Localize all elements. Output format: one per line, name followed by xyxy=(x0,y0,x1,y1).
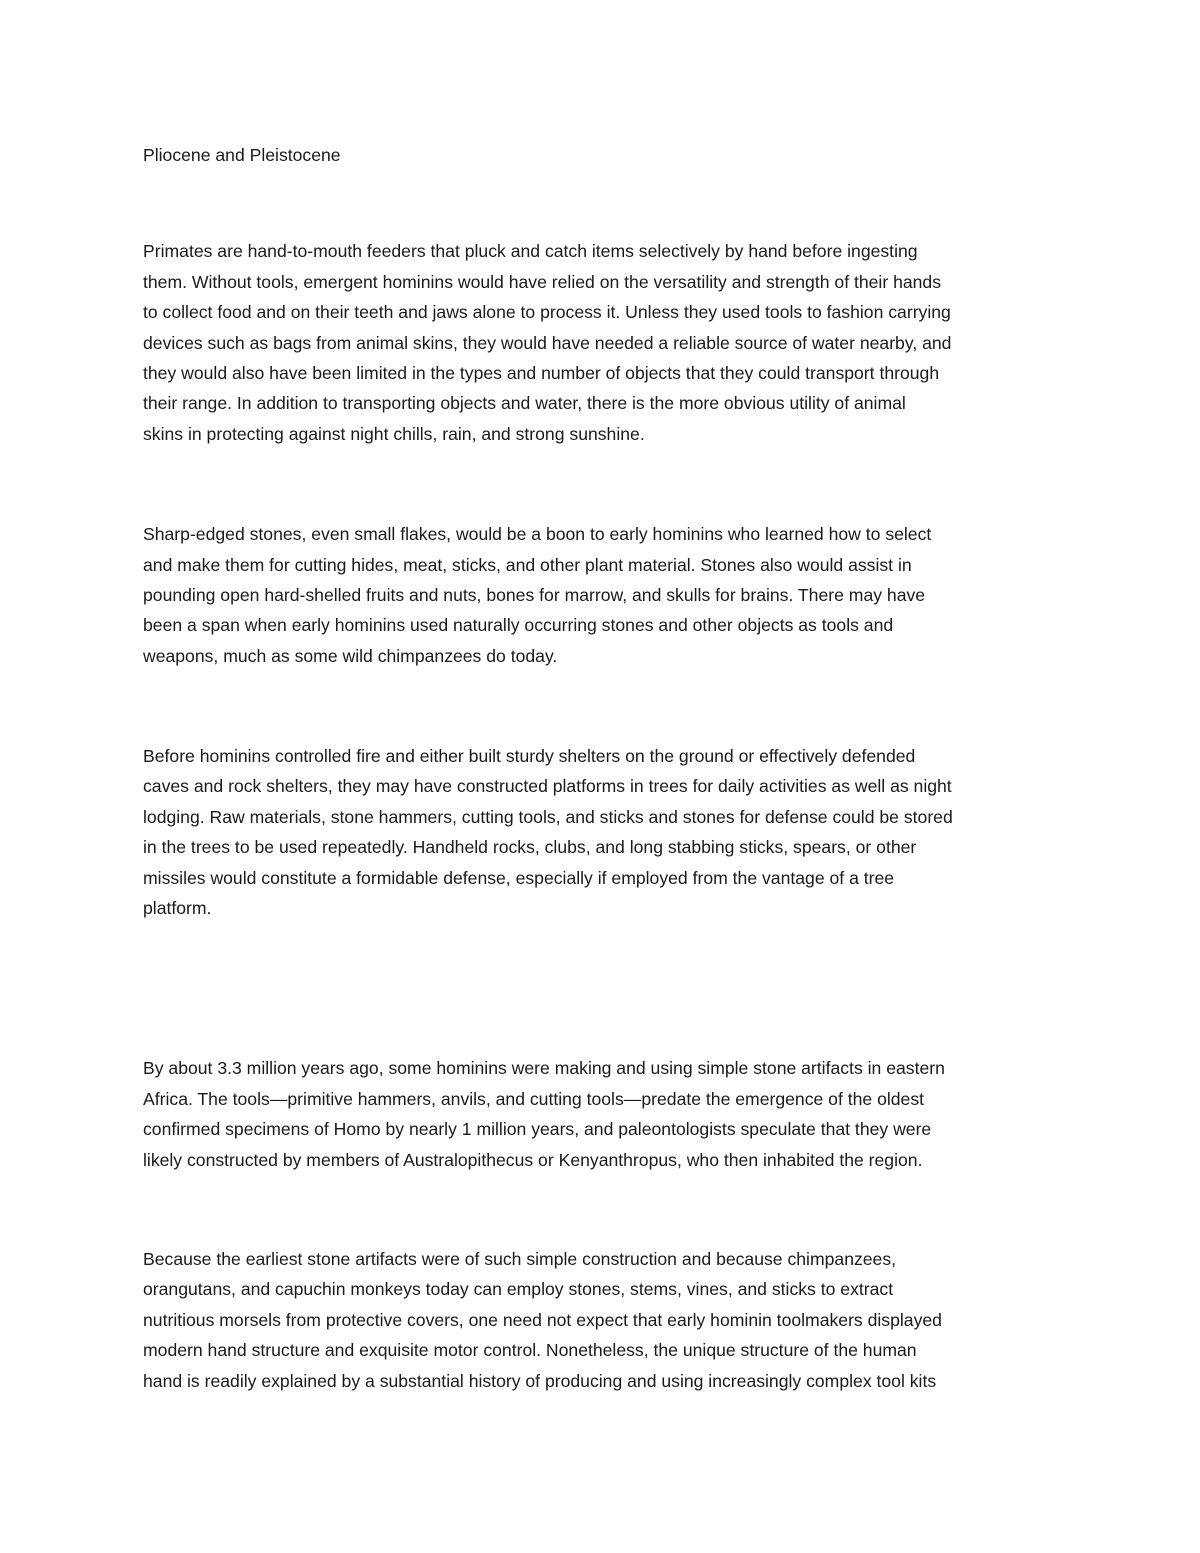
paragraph-1 xyxy=(143,236,1063,449)
document-body xyxy=(143,140,1063,1396)
spacer xyxy=(143,449,1063,519)
paragraph-line: By about 3.3 million years ago, some hominins were making and using simple stone artifacts in eastern xyxy=(143,1058,945,1079)
paragraph-line: orangutans, and capuchin monkeys today can employ stones, stems, vines, and sticks to extract xyxy=(143,1279,894,1300)
paragraph-line: devices such as bags from animal skins, they would have needed a reliable source of water nearby, and xyxy=(143,332,952,353)
paragraph-line: pounding open hard-shelled fruits and nuts, bones for marrow, and skulls for brains. There may have xyxy=(143,584,926,605)
paragraph-5 xyxy=(143,1244,1063,1396)
spacer xyxy=(143,170,1063,236)
paragraph-line: them. Without tools, emergent hominins would have relied on the versatility and strength of their hands xyxy=(143,271,942,292)
paragraph-line: been a span when early hominins used naturally occurring stones and other objects as tools and xyxy=(143,615,894,636)
paragraph-line: likely constructed by members of Australopithecus or Kenyanthropus, who then inhabited the region. xyxy=(143,1149,923,1170)
paragraph-line: to collect food and on their teeth and jaws alone to process it. Unless they used tools to fashion carrying xyxy=(143,302,951,323)
paragraph-line: and make them for cutting hides, meat, sticks, and other plant material. Stones also would assist in xyxy=(143,554,912,575)
paragraph-4 xyxy=(143,1053,1063,1175)
paragraph-line: confirmed specimens of Homo by nearly 1 million years, and paleontologists speculate that they were xyxy=(143,1119,932,1140)
paragraph-3 xyxy=(143,741,1063,923)
paragraph-line: modern hand structure and exquisite motor control. Nonetheless, the unique structure of the human xyxy=(143,1340,917,1361)
paragraph-line: Because the earliest stone artifacts were of such simple construction and because chimpanzees, xyxy=(143,1249,897,1269)
paragraph-2 xyxy=(143,519,1063,671)
paragraph-line: Sharp-edged stones, even small flakes, would be a boon to early hominins who learned how to select xyxy=(143,524,932,545)
paragraph-line: caves and rock shelters, they may have constructed platforms in trees for daily activities as well as night xyxy=(143,776,952,797)
paragraph-line: their range. In addition to transporting objects and water, there is the more obvious utility of animal xyxy=(143,393,906,414)
paragraph-line: nutritious morsels from protective covers, one need not expect that early hominin toolmakers displayed xyxy=(143,1309,942,1330)
paragraph-line: skins in protecting against night chills, rain, and strong sunshine. xyxy=(143,423,645,444)
paragraph-line: hand is readily explained by a substantial history of producing and using increasingly complex tool kits xyxy=(143,1370,937,1391)
paragraph-line: Primates are hand-to-mouth feeders that pluck and catch items selectively by hand before ingesting xyxy=(143,241,918,262)
paragraph-line: Before hominins controlled fire and either built sturdy shelters on the ground or effectively defended xyxy=(143,746,916,767)
spacer xyxy=(143,1175,1063,1244)
spacer xyxy=(143,923,1063,1053)
spacer xyxy=(143,671,1063,741)
document-title: Pliocene and Pleistocene xyxy=(143,145,341,165)
paragraph-line: they would also have been limited in the types and number of objects that they could transport through xyxy=(143,362,940,383)
paragraph-line: in the trees to be used repeatedly. Handheld rocks, clubs, and long stabbing sticks, spears, or other xyxy=(143,837,917,858)
paragraph-line: lodging. Raw materials, stone hammers, cutting tools, and sticks and stones for defense could be stored xyxy=(143,806,953,827)
paragraph-line: platform. xyxy=(143,898,212,919)
paragraph-line: missiles would constitute a formidable defense, especially if employed from the vantage of a tree xyxy=(143,867,895,888)
paragraph-line: Africa. The tools—primitive hammers, anvils, and cutting tools—predate the emergence of the oldest xyxy=(143,1088,925,1109)
paragraph-line: weapons, much as some wild chimpanzees do today. xyxy=(143,645,558,666)
